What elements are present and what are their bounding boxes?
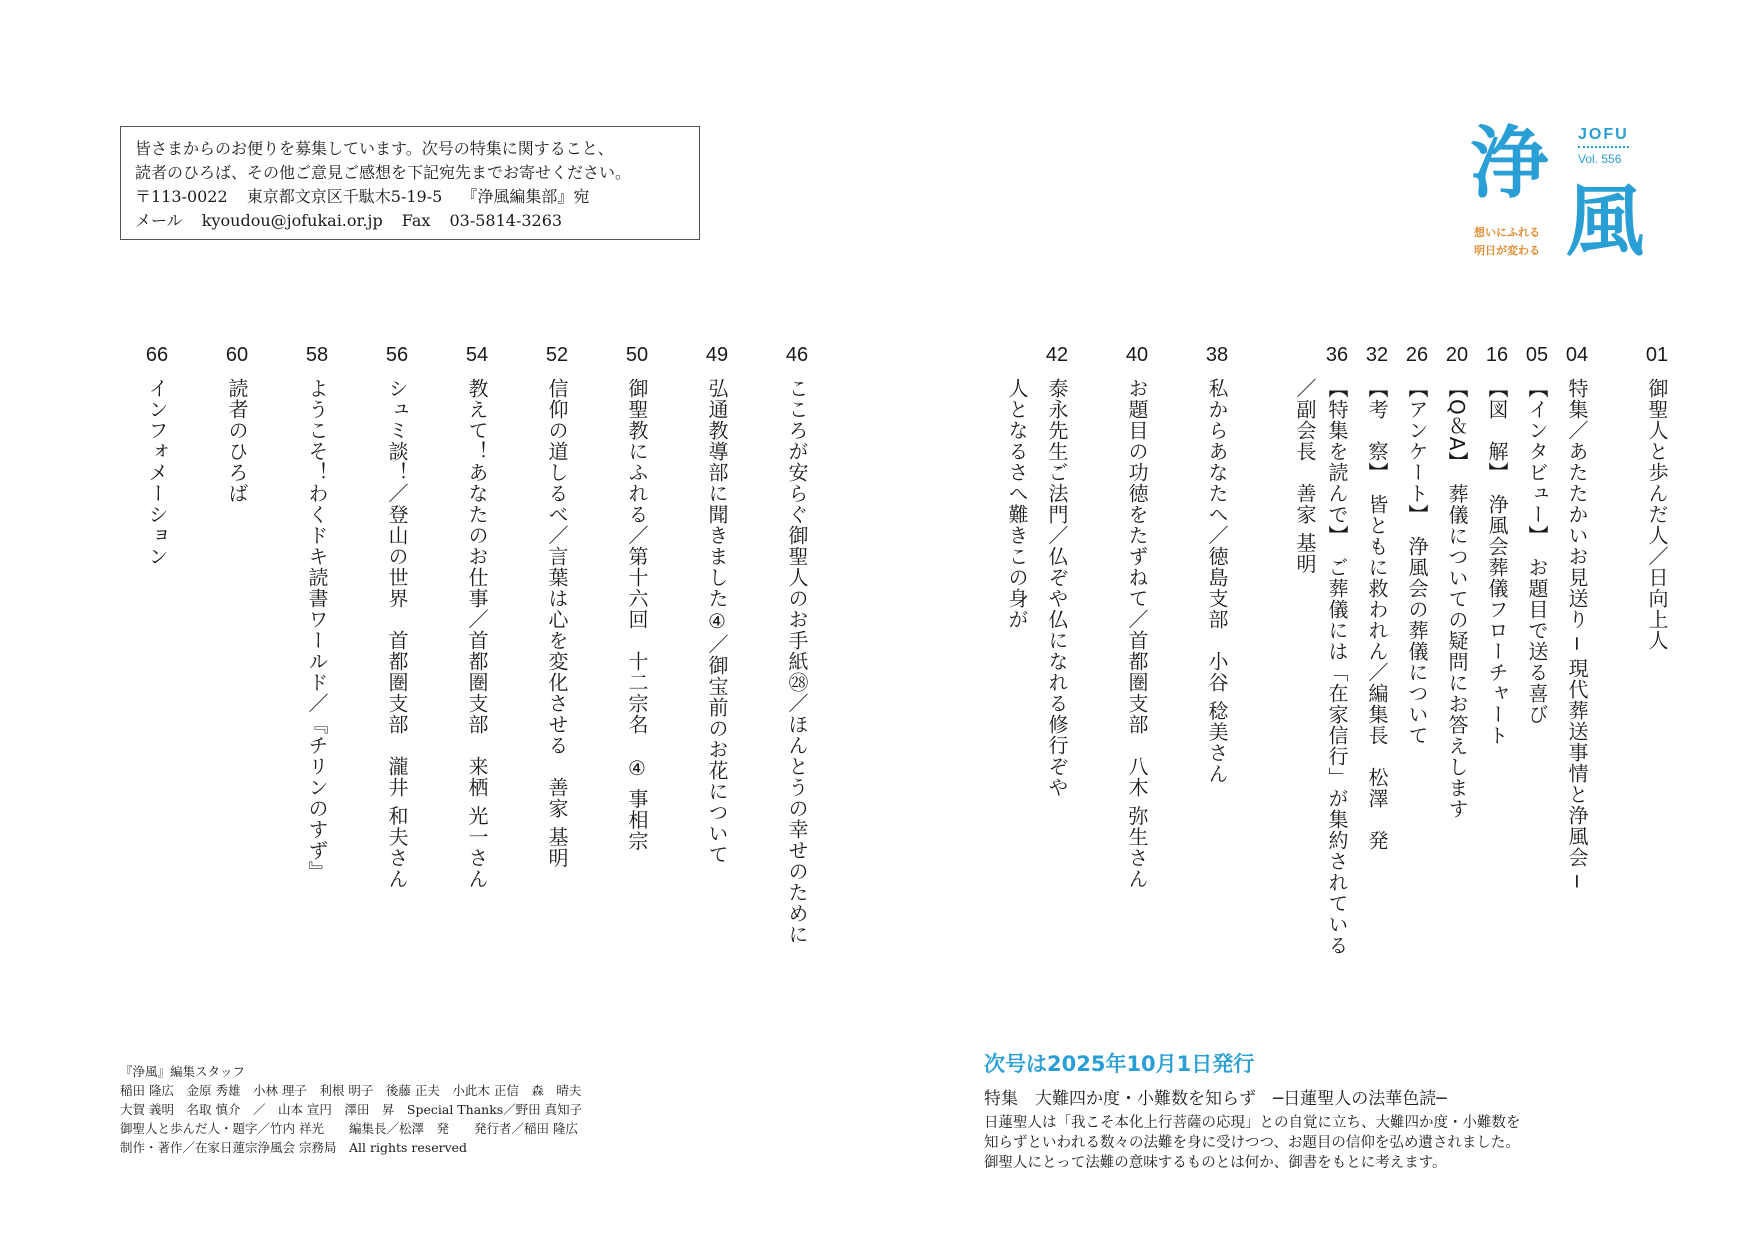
jofu-logo (1470, 119, 1660, 267)
staff-heading: 『浄風』編集スタッフ (120, 1064, 246, 1079)
next-issue-date: 次号は2025年10月1日発行 (984, 1052, 1255, 1076)
toc-page-number: 36 (1325, 344, 1349, 366)
toc-entry[interactable] (1290, 344, 1320, 574)
email-link[interactable]: kyoudou@jofukai.or.jp (201, 211, 383, 230)
toc-entry[interactable] (382, 344, 412, 889)
postal-code: 〒113-0022 (135, 187, 228, 206)
toc-title: 特集／あたたかいお見送り ─ 現代葬送事情と浄風会 ─ (1565, 378, 1589, 889)
toc-entry[interactable] (302, 344, 332, 882)
toc-title: 御聖人と歩んだ人／日向上人 (1645, 378, 1669, 651)
toc-entry[interactable] (462, 344, 492, 889)
street-address: 東京都文京区千駄木5-19-5 (246, 187, 443, 206)
body-line: 知らずといわれる数々の法難を身に受けつつ、お題目の信仰を弘め遺されました。 (984, 1135, 1520, 1151)
toc-entry[interactable] (1562, 344, 1592, 888)
toc-page-number: 49 (705, 344, 729, 366)
toc-title: 【図 解】 浄風会葬儀フローチャート (1485, 378, 1509, 746)
toc-page-number: 05 (1525, 344, 1549, 366)
toc-title: 【考 察】 皆ともに救われん／編集長 松澤 発 (1365, 378, 1389, 851)
toc-title: 私からあなたへ／徳島支部 小谷 稔美さん (1205, 378, 1229, 785)
volume-number: Vol. 556 (1578, 152, 1622, 166)
toc-page-number: 04 (1565, 344, 1589, 366)
toc-entry[interactable] (1482, 344, 1512, 746)
toc-title: インフォメーション (145, 378, 169, 567)
toc-page-number: 56 (385, 344, 409, 366)
toc-page-number: 60 (225, 344, 249, 366)
staff-line: 御聖人と歩んだ人・題字／竹内 祥光 編集長／松澤 発 発行者／稲田 隆広 (120, 1121, 578, 1136)
toc-title: 【インタビュー】 お題目で送る喜び (1525, 378, 1549, 725)
toc-page-number: 40 (1125, 344, 1149, 366)
fax-label: Fax (401, 211, 431, 230)
submission-notice-box (120, 126, 700, 240)
addressee: 『浄風編集部』宛 (461, 187, 590, 206)
toc-title: 信仰の道しるべ／言葉は心を変化させる 善家 基明 (545, 378, 569, 869)
logo-tagline-1: 想いにふれる (1474, 226, 1540, 239)
logo-brand: JOFU (1578, 126, 1629, 148)
notice-address (135, 185, 685, 209)
toc-title: ／副会長 善家 基明 (1293, 378, 1317, 575)
toc-entry[interactable] (142, 344, 172, 567)
toc-page-number: 66 (145, 344, 169, 366)
logo-char-jo: 浄 (1470, 119, 1549, 209)
notice-contact (135, 209, 685, 233)
toc-page-number (1002, 344, 1032, 378)
toc-entry[interactable] (1362, 344, 1392, 851)
toc-title: 教えて！あなたのお仕事／首都圏支部 来栖 光一さん (465, 378, 489, 890)
next-issue-feature: 特集 大難四か度・小難数を知らず ─日蓮聖人の法華色読─ (984, 1089, 1447, 1109)
toc-title: 【アンケート】 浄風会の葬儀について (1405, 378, 1429, 746)
notice-line-1: 皆さまからのお便りを募集しています。次号の特集に関すること、 (135, 139, 614, 158)
toc-title: お題目の功徳をたずねて／首都圏支部 八木 弥生さん (1125, 378, 1149, 890)
table-of-contents (0, 344, 1760, 1024)
toc-title: こころが安らぐ御聖人のお手紙㉘／ほんとうの幸せのために (785, 378, 809, 945)
next-issue-preview (984, 1048, 1624, 1173)
toc-title: 御聖教にふれる／第十六回 十二宗名 ④ 事相宗 (625, 378, 649, 852)
toc-entry[interactable] (1042, 344, 1072, 798)
toc-entry[interactable] (1402, 344, 1432, 746)
toc-page-number: 38 (1205, 344, 1229, 366)
staff-line: 稲田 隆広 金原 秀雄 小林 理子 利根 明子 後藤 正夫 小此木 正信 森 晴夫 (120, 1083, 582, 1098)
staff-line: 制作・著作／在家日蓮宗浄風会 宗務局 All rights reserved (120, 1140, 468, 1155)
toc-page-number: 54 (465, 344, 489, 366)
toc-page-number: 32 (1365, 344, 1389, 366)
toc-title: 【Q＆A】 葬儀についての疑問にお答えします (1445, 378, 1469, 820)
toc-title: 弘通教導部に聞きました④／御宝前のお花について (705, 378, 729, 865)
next-issue-body (984, 1113, 1624, 1173)
toc-entry[interactable] (622, 344, 652, 851)
toc-page-number: 01 (1645, 344, 1669, 366)
logo-char-fu: 風 (1566, 177, 1645, 267)
mail-label: メール (135, 211, 183, 230)
toc-page-number: 50 (625, 344, 649, 366)
toc-page-number: 58 (305, 344, 329, 366)
toc-page-number: 20 (1445, 344, 1469, 366)
toc-entry[interactable] (1202, 344, 1232, 784)
toc-entry[interactable] (1322, 344, 1352, 956)
body-line: 日蓮聖人は「我こそ本化上行菩薩の応現」との自覚に立ち、大難四か度・小難数を (984, 1115, 1521, 1131)
toc-entry[interactable] (1442, 344, 1472, 819)
toc-title: 人となるさへ難きこの身が (1005, 378, 1029, 630)
toc-title: シュミ談！／登山の世界 首都圏支部 瀧井 和夫さん (385, 378, 409, 890)
staff-line: 大賀 義明 名取 慎介 ／ 山本 宣円 澤田 昇 Special Thanks／野田 真知子 (120, 1102, 583, 1117)
toc-entry[interactable] (1122, 344, 1152, 889)
toc-entry[interactable] (1642, 344, 1672, 651)
toc-page-number: 16 (1485, 344, 1509, 366)
toc-title: 読者のひろば (225, 378, 249, 504)
toc-page-number: 52 (545, 344, 569, 366)
body-line: 御聖人にとって法難の意味するものとは何か、御書をもとに考えます。 (984, 1155, 1447, 1171)
editorial-staff (120, 1062, 582, 1157)
logo-tagline-2: 明日が変わる (1474, 244, 1540, 257)
notice-line-2: 読者のひろば、その他ご意見ご感想を下記宛先までお寄せください。 (135, 163, 632, 182)
toc-entry[interactable] (1522, 344, 1552, 725)
toc-page-number (1290, 344, 1320, 378)
toc-entry[interactable] (782, 344, 812, 945)
toc-entry[interactable] (702, 344, 732, 865)
toc-entry[interactable] (542, 344, 572, 868)
toc-entry[interactable] (222, 344, 252, 504)
fax-number: 03-5814-3263 (449, 211, 563, 230)
toc-title: ようこそ！わくドキ読書ワールド／『チリンのすず』 (305, 378, 329, 882)
toc-entry[interactable] (1002, 344, 1032, 630)
toc-page-number: 42 (1045, 344, 1069, 366)
toc-title: 【特集を読んで】 ご葬儀には「在家信行」が集約されている (1325, 378, 1349, 956)
toc-page-number: 26 (1405, 344, 1429, 366)
toc-title: 泰永先生ご法門／仏ぞや仏になれる修行ぞや (1045, 378, 1069, 798)
toc-page-number: 46 (785, 344, 809, 366)
